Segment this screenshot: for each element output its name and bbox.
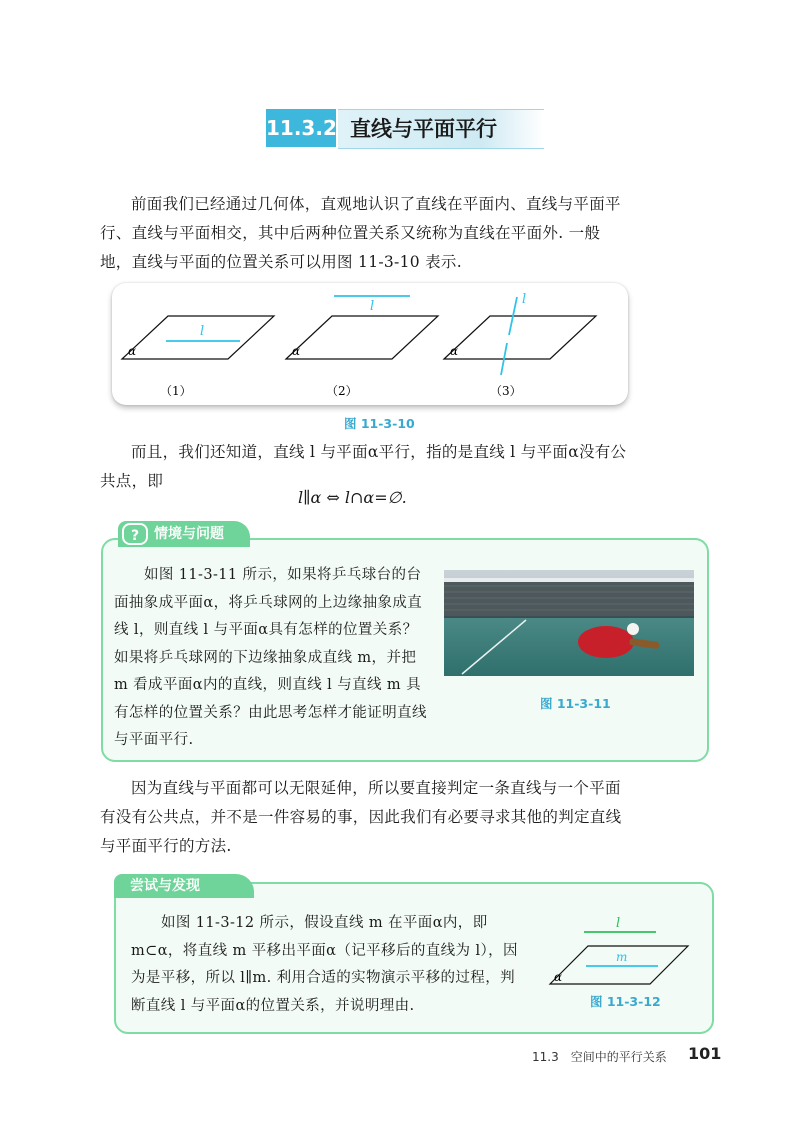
ping-pong-photo (444, 570, 694, 676)
section-header (266, 109, 544, 147)
section-title: 直线与平面平行 (350, 117, 497, 141)
paddle-head (578, 626, 634, 658)
situation-tab (118, 521, 250, 547)
label-l: l (616, 916, 621, 931)
paragraph-intro: 前面我们已经通过几何体，直观地认识了直线在平面内、直线与平面平行、直线与平面相交，其中后两种位置关系又统称为直线在平面外. 一般地，直线与平面的位置关系可以用图 11-3-10 表示. (100, 195, 621, 271)
plane-3 (444, 316, 596, 359)
plane-2 (286, 316, 438, 359)
line-label-2: l (370, 299, 375, 314)
line-label-1: l (200, 324, 205, 339)
plane-1 (122, 316, 274, 359)
section-title-box (338, 109, 544, 149)
figure-11-3-12-diagram (546, 914, 696, 990)
try-tab-label: 尝试与发现 (130, 878, 200, 894)
question-icon: ? (122, 523, 148, 545)
plane-label-3: α (450, 344, 459, 358)
label-m: m (616, 950, 628, 964)
figure-11-3-12-caption: 图 11-3-12 (590, 994, 661, 1009)
figure-11-3-11-caption: 图 11-3-11 (540, 696, 611, 711)
plane-label-2: α (292, 344, 301, 358)
try-text: 如图 11-3-12 所示，假设直线 m 在平面α内，即 m⊂α，将直线 m 平移出平面α（记平移后的直线为 l），因为是平移，所以 l∥m. 利用合适的实物演示平移的过程，判断直线 l 与平面α的位置关系，并说明理由. (131, 915, 518, 1014)
label-alpha: α (554, 970, 563, 984)
footer-chapter: 11.3 空间中的平行关系 (532, 1050, 667, 1064)
section-number: 11.3.2 (266, 109, 336, 147)
formula-parallel: l∥α ⇔ l∩α=∅. (298, 488, 407, 507)
panel-label-2: （2） (326, 384, 358, 398)
figure-11-3-10 (112, 283, 628, 405)
figure-11-3-12 (546, 914, 696, 990)
line-label-3: l (522, 292, 527, 307)
page-number: 101 (688, 1044, 722, 1063)
situation-text: 如图 11-3-11 所示，如果将乒乓球台的台面抽象成平面α，将乒乓球网的上边缘抽象成直线 l，则直线 l 与平面α具有怎样的位置关系？如果将乒乓球网的下边缘抽象成直线 m，并把 m 看成平面α内的直线，则直线 l 与直线 m 具有怎样的位置关系？由此思考怎样才能证明直线与平面平行. (114, 567, 427, 748)
paragraph-motivation: 因为直线与平面都可以无限延伸，所以要直接判定一条直线与一个平面有没有公共点，并不是一件容易的事，因此我们有必要寻求其他的判定直线与平面平行的方法. (100, 779, 622, 855)
paragraph-definition: 而且，我们还知道，直线 l 与平面α平行，指的是直线 l 与平面α没有公共点，即 (100, 443, 627, 490)
try-tab (114, 874, 254, 898)
figure-11-3-10-caption: 图 11-3-10 (344, 416, 415, 431)
situation-tab-label: 情境与问题 (154, 526, 224, 542)
net-top-edge (444, 578, 694, 582)
plane-label-1: α (128, 344, 137, 358)
panel-label-3: （3） (490, 384, 522, 398)
figure-11-3-10-diagram (112, 283, 628, 405)
ping-pong-ball (627, 623, 639, 635)
panel-label-1: （1） (160, 384, 192, 398)
ping-pong-illustration (444, 570, 694, 676)
